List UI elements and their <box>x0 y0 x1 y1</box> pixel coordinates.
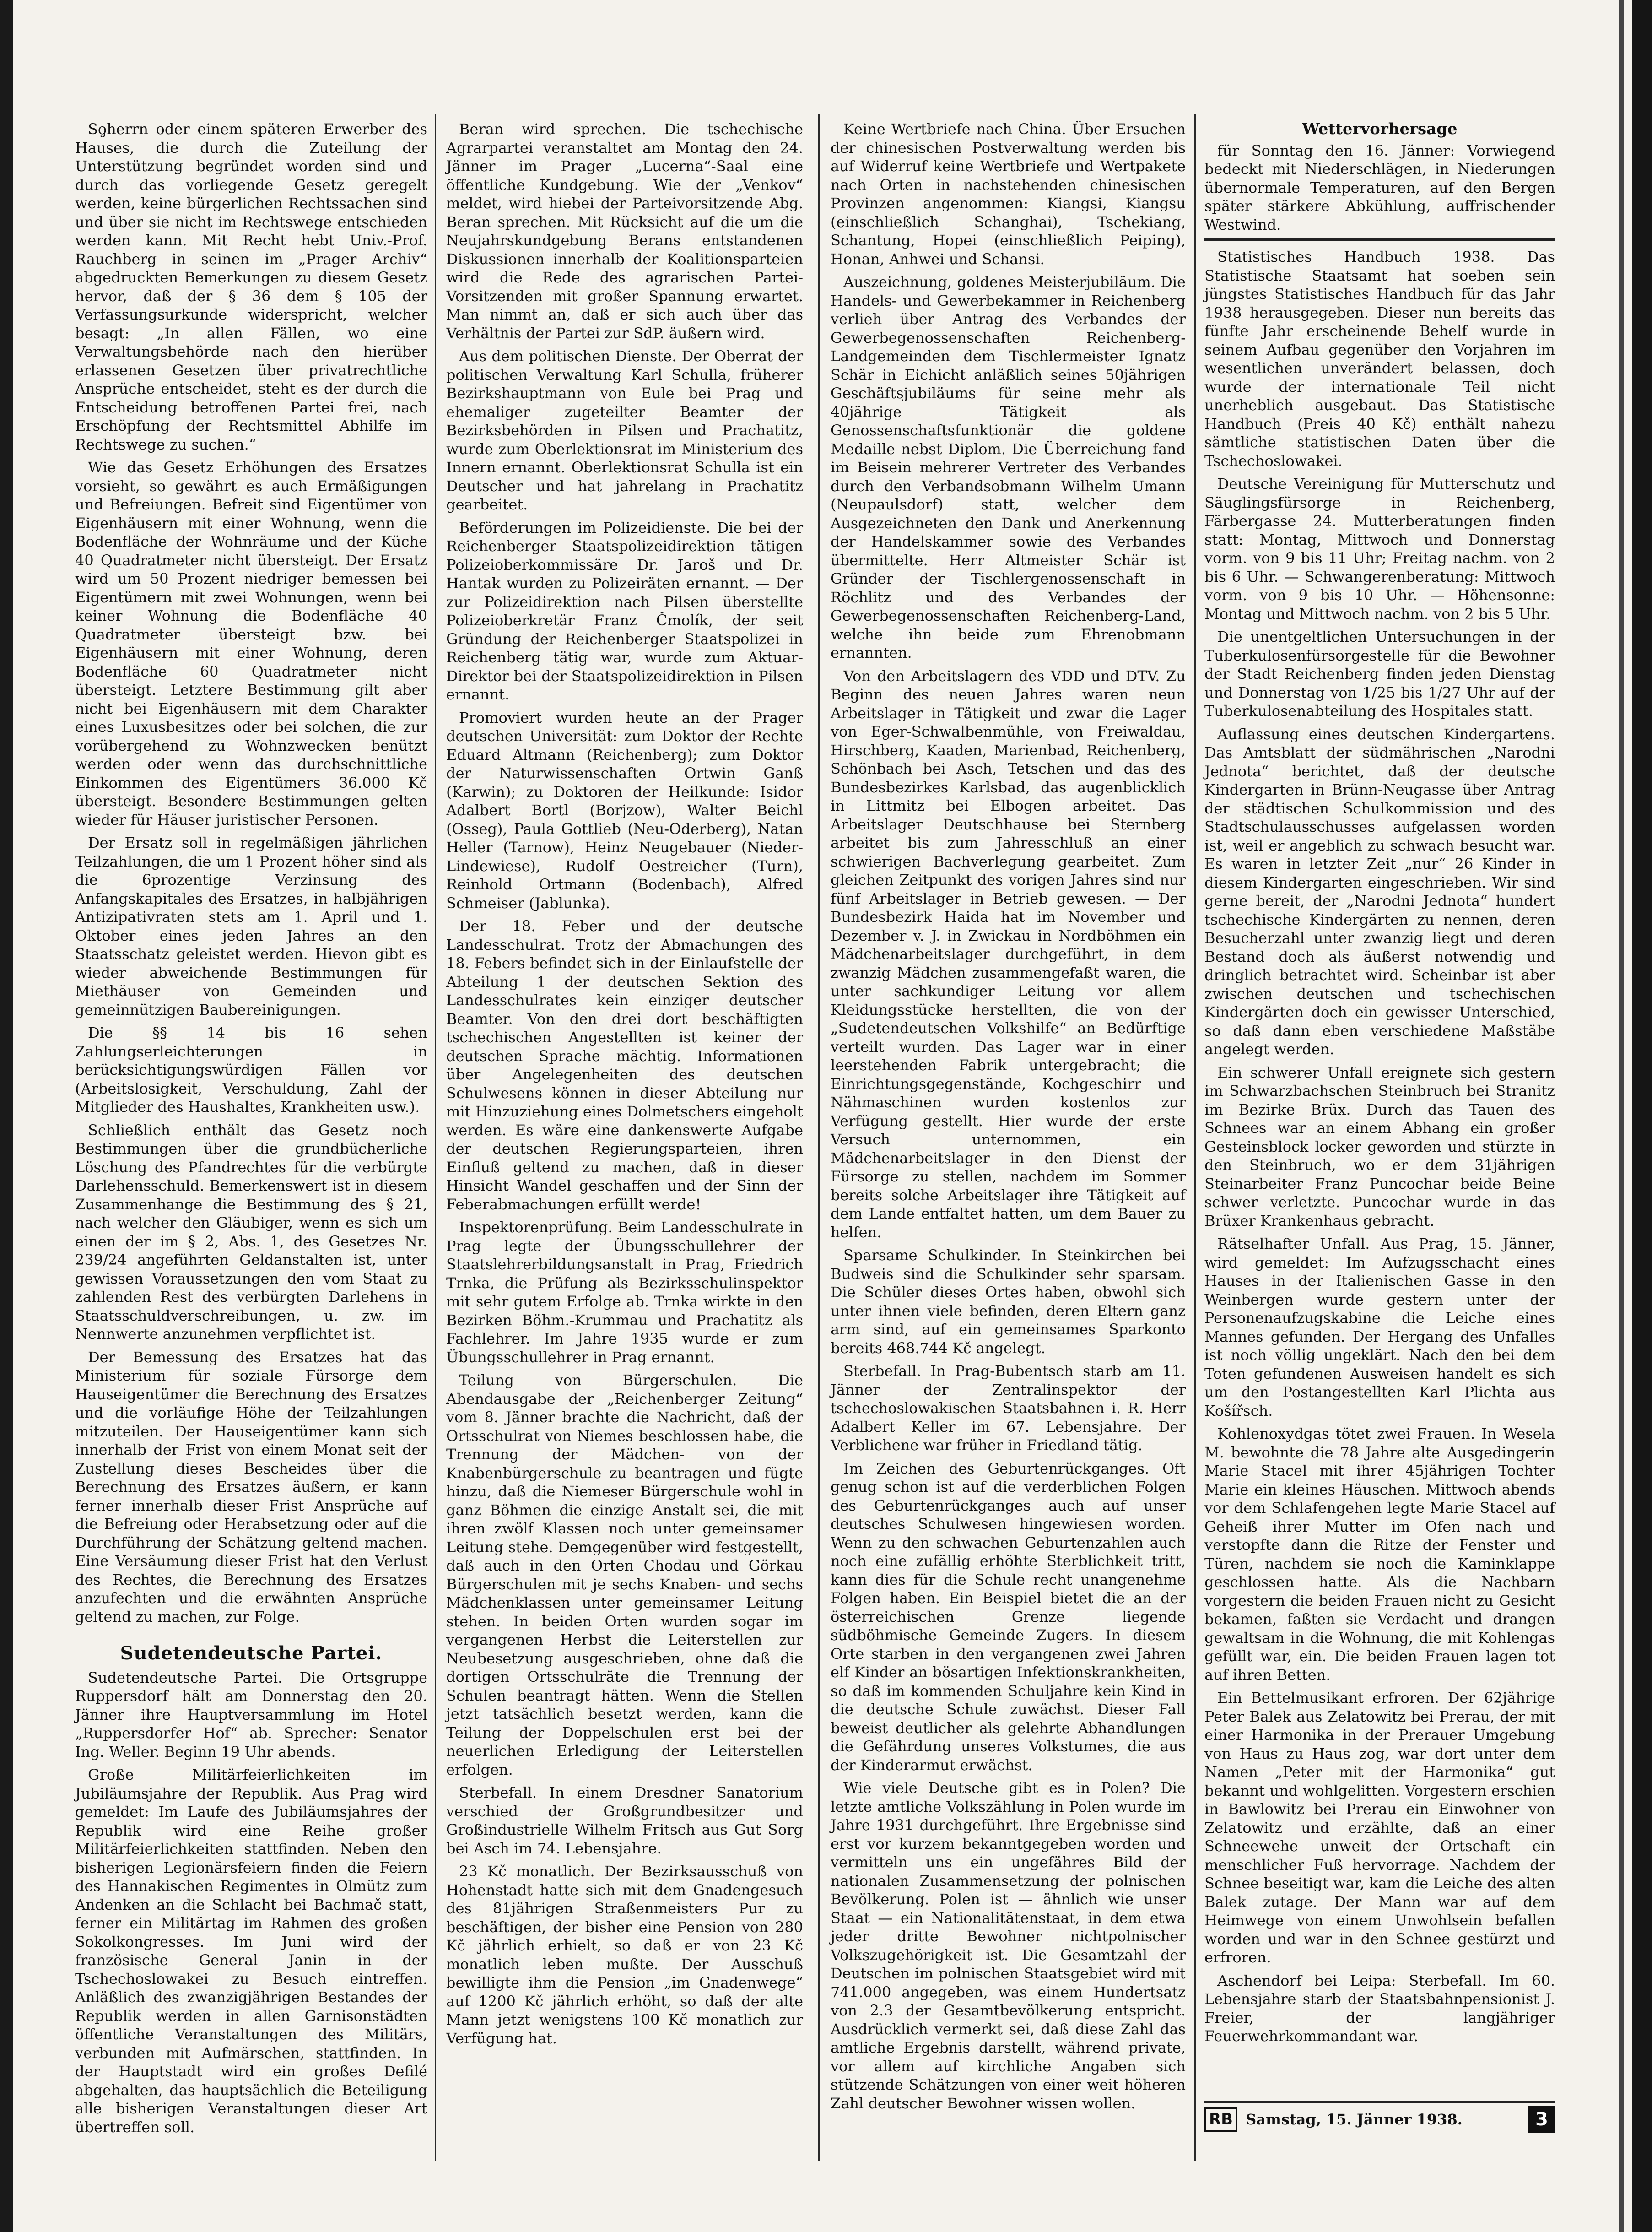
article-paragraph: So̡herrn oder einem späteren Erwerber des Hauses, die durch die Zuteilung der Unterstützung begründet worden sind und durch das vorliegende Gesetz geregelt werden, keine bürgerlichen Rechtssachen sind und über sie nicht im Rechtswege entschieden werden kann. Mit Recht hebt Univ.-Prof. Rauchberg in seinen im „Prager Archiv“ abgedruckten Bemerkungen zu diesem Gesetz hervor, daß der § 36 dem § 105 der Verfassungsurkunde widerspricht, welcher besagt: „In allen Fällen, wo eine Verwaltungsbehörde nach den hierüber erlassenen Gesetzen über privatrechtliche Ansprüche entscheidet, steht es der durch die Entscheidung betroffenen Partei frei, nach Erschöpfung der Rechtsmittel Abhilfe im Rechtswege zu suchen.“ <box>75 120 427 453</box>
article-paragraph: Auflassung eines deutschen Kindergartens. Das Amtsblatt der südmährischen „Narodni Jednota“ berichtet, daß der deutsche Kindergarten in Brünn-Neugasse über Antrag der städtischen Schulkommission und des Stadtschulausschusses aufgelassen worden ist, weil er angeblich zu schwach besucht war. Es waren in letzter Zeit „nur“ 26 Kinder in diesem Kindergarten eingeschrieben. Wir sind gerne bereit, der „Narodni Jednota“ hundert tschechische Kindergärten zu nennen, deren Besucherzahl unter zwanzig liegt und deren Bestand doch als äußerst notwendig und dringlich betrachtet wird. Scheinbar ist aber zwischen deutschen und tschechischen Kindergärten doch ein gewisser Unterschied, so daß dann eben verschiedene Maßstäbe angelegt werden. <box>1204 725 1555 1058</box>
scan-border-right <box>1632 0 1652 2232</box>
article-paragraph: Deutsche Vereinigung für Mutterschutz und Säuglingsfürsorge in Reichenberg, Färbergasse 24. Mutterberatungen finden statt: Montag, Mittwoch und Donnerstag vorm. von 9 bis 11 Uhr; Freitag nachm. von 2 bis 6 Uhr. — Schwangerenberatung: Mittwoch vorm. von 9 bis 10 Uhr. — Höhensonne: Montag und Mittwoch nachm. von 2 bis 5 Uhr. <box>1204 475 1555 623</box>
article-paragraph: Keine Wertbriefe nach China. Über Ersuchen der chinesischen Postverwaltung werden bis auf Widerruf keine Wertbriefe und Wertpakete nach Orten in nachstehenden chinesischen Provinzen angenommen: Kiangsi, Kiangsu (einschließlich Schanghai), Tschekiang, Schantung, Hopei (einschließlich Peiping), Honan, Anhwei und Schansi. <box>831 120 1186 268</box>
article-paragraph: 23 Kč monatlich. Der Bezirksausschuß von Hohenstadt hatte sich mit dem Gnadengesuch des 81jährigen Straßenmeisters Pur zu beschäftigen, der bisher eine Pension von 280 Kč jährlich erhielt, so daß er von 23 Kč monatlich leben mußte. Der Ausschuß bewilligte ihm die Pension „im Gnadenwege“ auf 1200 Kč jährlich erhöht, so daß der alte Mann jetzt wenigstens 100 Kč monatlich zur Verfügung hat. <box>446 1863 803 2047</box>
scan-border-right-inner <box>1619 0 1624 2232</box>
section-heading: Sudetendeutsche Partei. <box>120 1642 383 1664</box>
column-rule <box>435 114 436 2161</box>
column-3 <box>831 120 1186 2143</box>
article-paragraph: Große Militärfeierlichkeiten im Jubiläumsjahre der Republik. Aus Prag wird gemeldet: Im Laufe des Jubiläumsjahres der Republik wird eine Reihe großer Militärfeierlichkeiten stattfinden. Neben den bisherigen Legionärsfeiern finden die Feiern des Hannakischen Regimentes in Olmütz zum Andenken an die Schlacht bei Bachmač statt, ferner ein Militärtag im Rahmen des großen Sokolkongresses. Im Juni wird der französische General Janin in der Tschechoslowakei zu Besuch eintreffen. Anläßlich des zwanzigjährigen Bestandes der Republik werden in allen Garnisonstädten öffentliche Veranstaltungen des Militärs, verbunden mit Aufmärschen, stattfinden. In der Hauptstadt wird ein großes Defilé abgehalten, das hauptsächlich die Beteiligung alle bisherigen Veranstaltungen dieser Art übertreffen soll. <box>75 1766 427 2136</box>
article-paragraph: Der Bemessung des Ersatzes hat das Ministerium für soziale Fürsorge dem Hauseigentümer die Berechnung des Ersatzes und die vorläufige Höhe der Teilzahlungen mitzuteilen. Der Hauseigentümer kann sich innerhalb der Frist von einem Monat seit der Zustellung dieses Bescheides über die Berechnung des Ersatzes äußern, er kann ferner innerhalb dieser Frist Ansprüche auf die Befreiung oder Herabsetzung oder auf die Durchführung der Schätzung geltend machen. Eine Versäumung dieser Frist hat den Verlust des Rechtes, die Berechnung des Ersatzes anzufechten und die erwähnten Ansprüche geltend zu machen, zur Folge. <box>75 1348 427 1625</box>
article-paragraph: Schließlich enthält das Gesetz noch Bestimmungen über die grundbücherliche Löschung des Pfandrechtes für die verbürgte Darlehensschuld. Bemerkenswert ist in diesem Zusammenhange die Bestimmung des § 21, nach welcher den Gläubiger, wenn es sich um einen der im § 2, Abs. 1, des Gesetzes Nr. 239/24 angeführten Geldanstalten ist, unter gewissen Voraussetzungen den vom Staat zu zahlenden Rest des verbürgten Darlehens in Staatsschuldverschreibungen, u. zw. im Nennwerte anzunehmen verpflichtet ist. <box>75 1121 427 1343</box>
weather-forecast-title: Wettervorhersage <box>1302 120 1458 138</box>
article-paragraph: Rätselhafter Unfall. Aus Prag, 15. Jänner, wird gemeldet: Im Aufzugsschacht eines Hauses in der Italienischen Gasse in den Weinbergen wurde gestern unter der Personenaufzugskabine die Leiche eines Mannes gefunden. Der Hergang des Unfalles ist noch völlig ungeklärt. Nach den bei dem Toten gefundenen Ausweisen handelt es sich um den Postangestellten Karl Plichta aus Košířsch. <box>1204 1235 1555 1419</box>
article-paragraph: Von den Arbeitslagern des VDD und DTV. Zu Beginn des neuen Jahres waren neun Arbeitslager in Tätigkeit und zwar die Lager von Eger-Schwalbenmühle, von Freiwaldau, Hirschberg, Kaaden, Marienbad, Reichenberg, Schönbach bei Asch, Tetschen und das des Bundesbezirkes Karlsbad, das augenblicklich in Littmitz bei Elbogen arbeitet. Das Arbeitslager Deutschhause bei Sternberg arbeitet bis zum Jahresschluß an einer schwierigen Bachverlegung gearbeitet. Zum gleichen Zeitpunkt des vorigen Jahres sind nur fünf Arbeitslager in Betrieb gewesen. — Der Bundesbezirk Haida hat im November und Dezember v. J. in Zwickau in Nordböhmen ein Mädchenarbeitslager durchgeführt, in dem zwanzig Mädchen zusammengefaßt waren, die unter sachkundiger Leitung vor allem Kleidungsstücke herstellten, die von der „Sudetendeutschen Volkshilfe“ an Bedürftige verteilt wurden. Das Lager war in einer leerstehenden Fabrik untergebracht; die Einrichtungsgegenstände, Kochgeschirr und Nähmaschinen wurden kostenlos zur Verfügung gestellt. Hier wurde der erste Versuch unternommen, ein Mädchenarbeitslager in den Dienst der Fürsorge zu stellen, nachdem im Sommer bereits solche Arbeitslager ihre Tätigkeit auf dem Lande entfaltet hatten, um dem Bauer zu helfen. <box>831 667 1186 1241</box>
column-2 <box>446 120 803 2143</box>
article-paragraph: Sparsame Schulkinder. In Steinkirchen bei Budweis sind die Schulkinder sehr sparsam. Die Schüler dieses Ortes haben, obwohl sich unter ihnen viele befinden, deren Eltern ganz arm sind, auf ein gemeinsames Sparkonto bereits 468.744 Kč angelegt. <box>831 1246 1186 1357</box>
article-paragraph: Inspektorenprüfung. Beim Landesschulrate in Prag legte der Übungsschullehrer der Staatslehrerbildungsanstalt in Prag, Friedrich Trnka, die Prüfung als Bezirksschulinspektor mit sehr gutem Erfolge ab. Trnka wirkte in den Bezirken Böhm.-Krummau und Prachatitz als Fachlehrer. Im Jahre 1935 wurde er zum Übungsschullehrer in Prag ernannt. <box>446 1219 803 1366</box>
page-number: 3 <box>1528 2106 1555 2133</box>
article-paragraph: Beran wird sprechen. Die tschechische Agrarpartei veranstaltet am Montag den 24. Jänner im Prager „Lucerna“-Saal eine öffentliche Kundgebung. Wie der „Venkov“ meldet, wird hiebei der Parteivorsitzende Abg. Beran sprechen. Mit Rücksicht auf die um die Neujahrskundgebung Berans entstandenen Diskussionen innerhalb der Koalitionsparteien wird die Rede des agrarischen Partei-Vorsitzenden mit großer Spannung erwartet. Man nimmt an, daß er sich auch über das Verhältnis der Partei zur SdP. äußern wird. <box>446 120 803 342</box>
weather-forecast-text: für Sonntag den 16. Jänner: Vorwiegend bedeckt mit Niederschlägen, in Niederungen übernormale Temperaturen, auf den Bergen später stärkere Abkühlung, auffrischender Westwind. <box>1204 141 1555 233</box>
issue-date: Samstag, 15. Jänner 1938. <box>1246 2111 1463 2128</box>
newspaper-logo: RB <box>1204 2107 1237 2132</box>
article-paragraph: Die unentgeltlichen Untersuchungen in der Tuberkulosenfürsorgestelle für die Bewohner der Stadt Reichenberg finden jeden Dienstag und Donnerstag von 1/25 bis 1/27 Uhr auf der Tuberkulosenabteilung des Hospitales statt. <box>1204 628 1555 720</box>
article-paragraph: Kohlenoxydgas tötet zwei Frauen. In Wesela M. bewohnte die 78 Jahre alte Ausgedingerin Marie Stacel mit ihrer 45jährigen Tochter Marie ein kleines Häuschen. Mittwoch abends vor dem Schlafengehen legte Marie Stacel auf Geheiß ihrer Mutter im Ofen nach und verstopfte dann die Ritze der Fenster und Türen, nachdem sie noch die Kaminklappe geschlossen hatte. Als die Nachbarn vorgestern die beiden Frauen nicht zu Gesicht bekamen, faßten sie Verdacht und drangen gewaltsam in die Wohnung, die mit Kohlengas gefüllt war, ein. Die beiden Frauen lagen tot auf ihren Betten. <box>1204 1425 1555 1684</box>
column-rule <box>1194 114 1196 2161</box>
page-footer <box>1204 2106 1555 2133</box>
article-paragraph: Wie das Gesetz Erhöhungen des Ersatzes vorsieht, so gewährt es auch Ermäßigungen und Befreiungen. Befreit sind Eigentümer von Eigenhäusern mit einer Wohnung, wenn die Bodenfläche der Wohnräume und der Küche 40 Quadratmeter nicht übersteigt. Der Ersatz wird um 50 Prozent niedriger bemessen bei Eigentümern mit zwei Wohnungen, wenn bei keiner Wohnung die Bodenfläche 40 Quadratmeter übersteigt bzw. bei Eigenhäusern mit einer Wohnung, deren Bodenfläche 60 Quadratmeter nicht übersteigt. Letztere Bestimmung gilt aber nicht bei Eigenhäusern mit dem Charakter eines Luxusbesitzes oder bei solchen, die zur vorübergehend zu Wohnzwecken benützt werden oder wenn das durchschnittliche Einkommen des Eigentümers 36.000 Kč übersteigt. Besondere Bestimmungen gelten wieder für Häuser juristischer Personen. <box>75 459 427 829</box>
article-paragraph: Aus dem politischen Dienste. Der Oberrat der politischen Verwaltung Karl Schulla, früherer Bezirkshauptmann von Eule bei Prag und ehemaliger zugeteilter Beamter der Bezirksbehörden in Pilsen und Prachatitz, wurde zum Oberlektionsrat im Ministerium des Innern ernannt. Oberlektionsrat Schulla ist ein Deutscher und hat jahrelang in Prachatitz gearbeitet. <box>446 347 803 513</box>
article-paragraph: Der Ersatz soll in regelmäßigen jährlichen Teilzahlungen, die um 1 Prozent höher sind als die 6prozentige Verzinsung des Anfangskapitales des Ersatzes, in halbjährigen Antizipativraten stets am 1. April und 1. Oktober eines jeden Jahres an den Staatsschatz geleistet werden. Hievon gibt es wieder abweichende Bestimmungen für Miethäuser von Gemeinden und gemeinnützigen Baubereinigungen. <box>75 834 427 1018</box>
article-paragraph: Aschendorf bei Leipa: Sterbefall. Im 60. Lebensjahre starb der Staatsbahnpensionist J. Freier, der langjähriger Feuerwehrkommandant war. <box>1204 1972 1555 2045</box>
scan-border-left <box>0 0 13 2232</box>
divider <box>1204 238 1555 241</box>
article-paragraph: Teilung von Bürgerschulen. Die Abendausgabe der „Reichenberger Zeitung“ vom 8. Jänner brachte die Nachricht, daß der Ortsschulrat von Niemes beschlossen habe, die Trennung der Mädchen- von der Knabenbürgerschule zu beantragen und fügte hinzu, daß die Niemeser Bürgerschule wohl in ganz Böhmen die einzige Anstalt sei, die mit ihren zwölf Klassen noch unter gemeinsamer Leitung stehe. Demgegenüber wird festgestellt, daß auch in den Orten Chodau und Görkau Bürgerschulen mit je sechs Knaben- und sechs Mädchenklassen unter gemeinsamer Leitung stehen. In beiden Orten wurden sogar im vergangenen Herbst die Leiterstellen zur Neubesetzung ausgeschrieben, ohne daß die dortigen Ortsschulräte die Trennung der Schulen beantragt hätten. Wenn die Stellen jetzt tatsächlich besetzt werden, kann die Teilung der Doppelschulen erst bei der neuerlichen Erledigung der Leiterstellen erfolgen. <box>446 1371 803 1778</box>
column-rule <box>818 114 820 2161</box>
article-paragraph: Der 18. Feber und der deutsche Landesschulrat. Trotz der Abmachungen des 18. Febers befindet sich in der Einlaufstelle der Abteilung 1 der deutschen Sektion des Landesschulrates kein einziger deutscher Beamter. Von den drei dort beschäftigten tschechischen Angestellten ist keiner der deutschen Sprache mächtig. Informationen über Angelegenheiten des deutschen Schulwesens können in dieser Abteilung nur mit Hinzuziehung eines Dolmetschers eingeholt werden. Es wäre eine dankenswerte Aufgabe der deutschen Regierungsparteien, ihren Einfluß geltend zu machen, daß in dieser Hinsicht Wandel geschaffen und der Sinn der Feberabmachungen erfüllt werde! <box>446 917 803 1213</box>
article-paragraph: Sudetendeutsche Partei. Die Ortsgruppe Ruppersdorf hält am Donnerstag den 20. Jänner ihre Hauptversammlung im Hotel „Ruppersdorfer Hof“ ab. Sprecher: Senator Ing. Weller. Beginn 19 Uhr abends. <box>75 1669 427 1761</box>
article-paragraph: Sterbefall. In einem Dresdner Sanatorium verschied der Großgrundbesitzer und Großindustrielle Wilhelm Fritsch aus Gut Sorg bei Asch im 74. Lebensjahre. <box>446 1784 803 1857</box>
article-paragraph: Beförderungen im Polizeidienste. Die bei der Reichenberger Staatspolizeidirektion tätigen Polizeioberkommissäre Dr. Jaroš und Dr. Hantak wurden zu Polizeiräten ernannt. — Der zur Polizeidirektion nach Pilsen überstellte Polizeioberkretär Franz Čmolík, der seit Gründung der Reichenberger Staatspolizei in Reichenberg tätig war, wurde zum Aktuar-Direktor bei der Staatspolizeidirektion in Pilsen ernannt. <box>446 519 803 703</box>
article-paragraph: Im Zeichen des Geburtenrückganges. Oft genug schon ist auf die verderblichen Folgen des Geburtenrückganges auch auf unser deutsches Schulwesen hingewiesen worden. Wenn zu den schwachen Geburtenzahlen auch noch eine zufällig erhöhte Sterblichkeit tritt, kann dies für die Schule recht unangenehme Folgen haben. Ein Beispiel bietet die an der österreichischen Grenze liegende südböhmische Gemeinde Zugers. In diesem Orte starben in den vergangenen zwei Jahren elf Kinder an bösartigen Infektionskrankheiten, so daß im kommenden Schuljahre kein Kind in die deutsche Schule zuwächst. Dieser Fall beweist deutlicher als gelehrte Abhandlungen die Gefährdung unseres Volkstumes, die aus der Kinderarmut erwächst. <box>831 1459 1186 1774</box>
column-4 <box>1204 120 1555 2045</box>
article-paragraph: Sterbefall. In Prag-Bubentsch starb am 11. Jänner der Zentralinspektor der tschechoslowakischen Staatsbahnen i. R. Herr Adalbert Keller im 67. Lebensjahre. Der Verblichene war früher in Friedland tätig. <box>831 1362 1186 1454</box>
article-paragraph: Ein schwerer Unfall ereignete sich gestern im Schwarzbachschen Steinbruch bei Stranitz im Bezirke Brüx. Durch das Tauen des Schnees war an einem Abhang ein großer Gesteinsblock locker geworden und stürzte in den Steinbruch, wo er dem 31jährigen Steinarbeiter Franz Puncochar beide Beine schwer verletzte. Puncochar wurde in das Brüxer Krankenhaus gebracht. <box>1204 1063 1555 1230</box>
article-paragraph: Wie viele Deutsche gibt es in Polen? Die letzte amtliche Volkszählung in Polen wurde im Jahre 1931 durchgeführt. Ihre Ergebnisse sind erst vor kurzem bekanntgegeben worden und vermitteln uns ein ungefähres Bild der nationalen Zusammensetzung der polnischen Bevölkerung. Polen ist — ähnlich wie unser Staat — ein Nationalitätenstaat, in dem etwa jeder dritte Bewohner nichtpolnischer Volkszugehörigkeit ist. Die Gesamtzahl der Deutschen im polnischen Staatsgebiet wird mit 741.000 angegeben, was einem Hundertsatz von 2.3 der Gesamtbevölkerung entspricht. Ausdrücklich vermerkt sei, daß diese Zahl das amtliche Ergebnis darstellt, während private, vor allem auf kirchliche Angaben sich stützende Schätzungen von einer weit höheren Zahl deutscher Bewohner wissen wollen. <box>831 1779 1186 2112</box>
article-paragraph: Die §§ 14 bis 16 sehen Zahlungserleichterungen in berücksichtigungswürdigen Fällen vor (Arbeitslosigkeit, Verschuldung, Zahl der Mitglieder des Haushaltes, Krankheiten usw.). <box>75 1024 427 1116</box>
footer-rule <box>1204 2101 1555 2103</box>
article-paragraph: Ein Bettelmusikant erfroren. Der 62jährige Peter Balek aus Zelatowitz bei Prerau, der mit einer Harmonika in der Prerauer Umgebung von Haus zu Haus zog, war dort unter dem Namen „Peter mit der Harmonika“ gut bekannt und wohlgelitten. Vorgestern erschien in Bawlowitz bei Prerau ein Einwohner von Zelatowitz und erzählte, daß an einer Schneewehe unweit der Ortschaft ein menschlicher Fuß hervorrage. Nachdem der Schnee beseitigt war, kam die Leiche des alten Balek zutage. Der Mann war auf dem Heimwege von einem Unwohlsein befallen worden und war in den Schnee gestürzt und erfroren. <box>1204 1689 1555 1966</box>
article-paragraph: Statistisches Handbuch 1938. Das Statistische Staatsamt hat soeben sein jüngstes Statistisches Handbuch für das Jahr 1938 herausgegeben. Dieser nun bereits das fünfte Jahr erscheinende Behelf wurde in seinem Aufbau gegenüber den Vorjahren im wesentlichen unverändert belassen, doch wurde der internationale Teil nicht unerheblich ausgebaut. Das Statistische Handbuch (Preis 40 Kč) enthält nahezu sämtliche statistischen Daten über die Tschechoslowakei. <box>1204 248 1555 470</box>
column-1 <box>75 120 427 2136</box>
article-paragraph: Auszeichnung, goldenes Meisterjubiläum. Die Handels- und Gewerbekammer in Reichenberg verlieh über Antrag des Verbandes der Gewerbegenossenschaften Reichenberg-Landgemeinden dem Tischlermeister Ignatz Schär in Eichicht anläßlich seines 50jährigen Geschäftsjubiläums für seine mehr als 40jährige Tätigkeit als Genossenschaftsfunktionär die goldene Medaille nebst Diplom. Die Überreichung fand im Beisein mehrerer Vertreter des Verbandes durch den Verbandsobmann Wilhelm Umann (Neupaulsdorf) statt, welcher dem Ausgezeichneten den Dank und Anerkennung der Handelskammer sowie des Verbandes übermittelte. Herr Altmeister Schär ist Gründer der Tischlergenossenschaft in Röchlitz und des Verbandes der Gewerbegenossenschaften Reichenberg-Land, welche ihn beide zum Ehrenobmann ernannten. <box>831 273 1186 661</box>
article-paragraph: Promoviert wurden heute an der Prager deutschen Universität: zum Doktor der Rechte Eduard Altmann (Reichenberg); zum Doktor der Naturwissenschaften Ortwin Ganß (Karwin); zu Doktoren der Heilkunde: Isidor Adalbert Bortl (Borjzow), Walter Beichl (Osseg), Paula Gottlieb (Neu-Oderberg), Natan Heller (Tarnow), Heinz Neugebauer (Nieder-Lindewiese), Rudolf Oestreicher (Turn), Reinhold Ortmann (Bodenbach), Alfred Schmeiser (Jablunka). <box>446 709 803 912</box>
